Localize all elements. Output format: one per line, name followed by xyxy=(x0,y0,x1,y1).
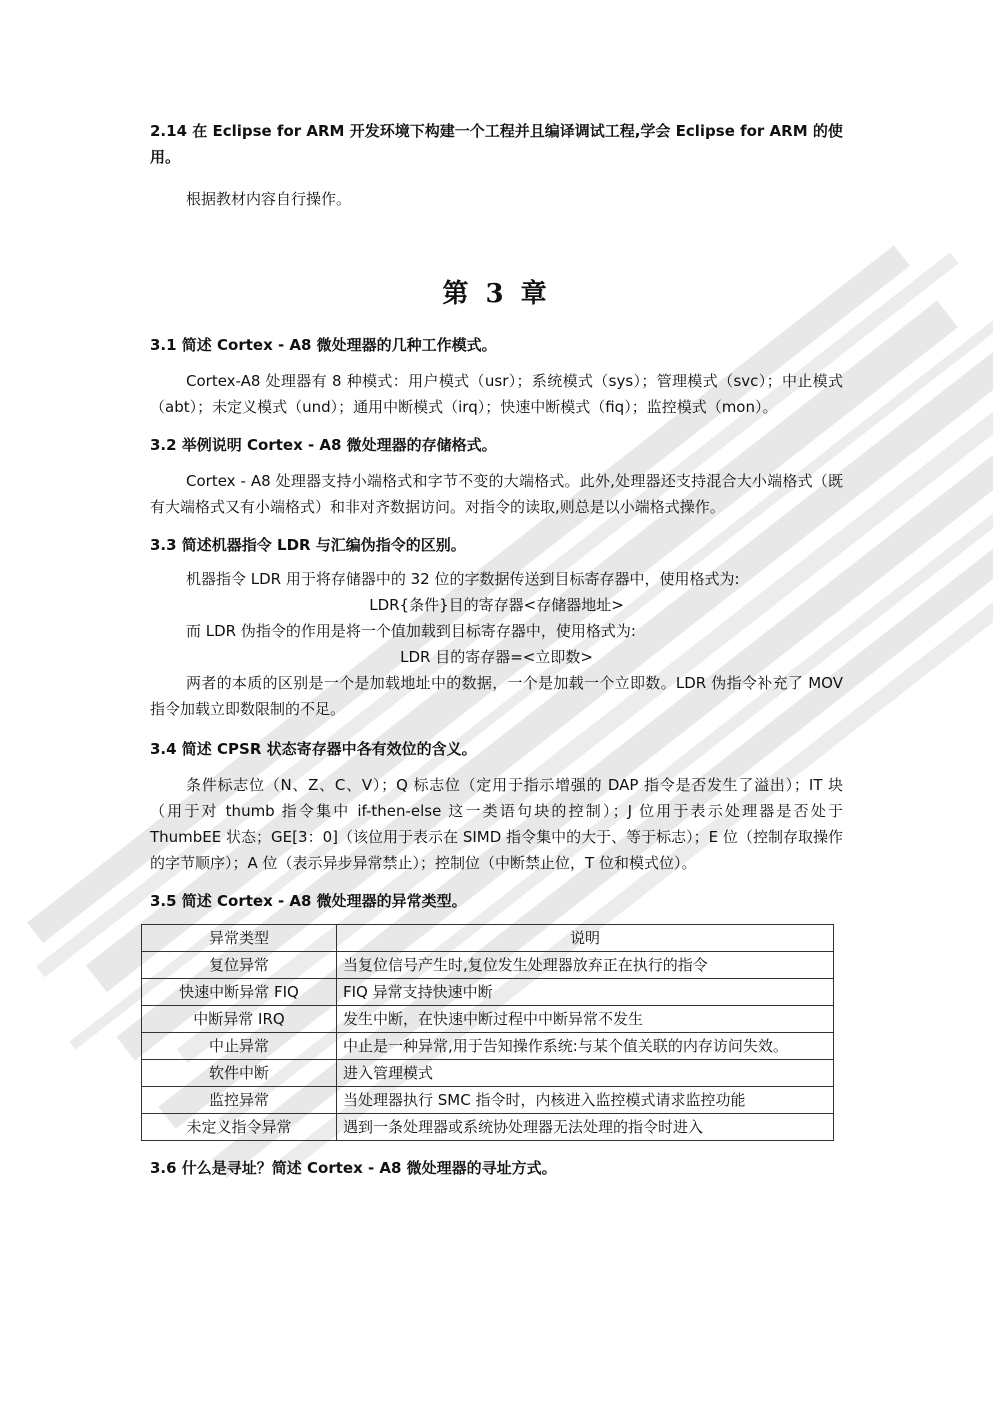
table-header-row xyxy=(142,925,834,952)
table-row xyxy=(142,1060,834,1087)
answer-3-4: 条件标志位（N、Z、C、V）；Q 标志位（定用于指示增强的 DAP 指令是否发生了溢出）；IT 块（用于对 thumb 指令集中 if-then-else 这一类语句块的控制）；J 位用于表示处理器是否处于 ThumbEE 状态；GE[3：0]（该位用于表示在 SIMD 指令集中的大于、等于标志）；E 位（控制存取操作的字节顺序）；A 位（表示异步异常禁止）；控制位（中断禁止位，T 位和模式位）。 xyxy=(150,776,843,872)
table-row xyxy=(142,979,834,1006)
question-3-6: 3.6 什么是寻址？简述 Cortex - A8 微处理器的寻址方式。 xyxy=(150,1159,557,1177)
answer-3-1: Cortex-A8 处理器有 8 种模式：用户模式（usr）；系统模式（sys）；管理模式（svc）；中止模式（abt）；未定义模式（und）；通用中断模式（irq）；快速中断模式（fiq）；监控模式（mon）。 xyxy=(150,372,843,416)
question-3-1: 3.1 简述 Cortex - A8 微处理器的几种工作模式。 xyxy=(150,336,497,354)
exception-type-cell: 快速中断异常 FIQ xyxy=(142,979,337,1006)
exception-type-cell: 中断异常 IRQ xyxy=(142,1006,337,1033)
table-row xyxy=(142,1033,834,1060)
question-3-3: 3.3 简述机器指令 LDR 与汇编伪指令的区别。 xyxy=(150,536,466,554)
exception-description-cell: 遇到一条处理器或系统协处理器无法处理的指令时进入 xyxy=(337,1114,834,1141)
exception-description-cell: 中止是一种异常,用于告知操作系统:与某个值关联的内存访问失效。 xyxy=(337,1033,834,1060)
question-2-14: 2.14 在 Eclipse for ARM 开发环境下构建一个工程并且编译调试工程,学会 Eclipse for ARM 的使用。 xyxy=(150,122,843,166)
ldr-pseudo-format: LDR 目的寄存器=<立即数> xyxy=(400,648,593,666)
page-content xyxy=(150,118,843,1181)
table-row xyxy=(142,1114,834,1141)
exception-types-table xyxy=(141,924,834,1141)
exception-description-cell: 进入管理模式 xyxy=(337,1060,834,1087)
ldr-machine-format: LDR{条件}目的寄存器<存储器地址> xyxy=(369,596,624,614)
table-header-description: 说明 xyxy=(337,925,834,952)
exception-type-cell: 复位异常 xyxy=(142,952,337,979)
answer-3-3-para-2: 而 LDR 伪指令的作用是将一个值加载到目标寄存器中，使用格式为: xyxy=(186,622,636,640)
answer-3-3-para-3: 两者的本质的区别是一个是加载地址中的数据，一个是加载一个立即数。LDR 伪指令补充了 MOV 指令加载立即数限制的不足。 xyxy=(150,674,843,718)
exception-type-cell: 软件中断 xyxy=(142,1060,337,1087)
table-row xyxy=(142,1087,834,1114)
question-3-4: 3.4 简述 CPSR 状态寄存器中各有效位的含义。 xyxy=(150,740,477,758)
chapter-title: 第 3 章 xyxy=(442,279,551,309)
table-row xyxy=(142,1006,834,1033)
answer-3-3-para-1: 机器指令 LDR 用于将存储器中的 32 位的字数据传送到目标寄存器中，使用格式为: xyxy=(186,570,740,588)
table-header-type: 异常类型 xyxy=(142,925,337,952)
exception-type-cell: 未定义指令异常 xyxy=(142,1114,337,1141)
exception-description-cell: FIQ 异常支持快速中断 xyxy=(337,979,834,1006)
exception-description-cell: 当复位信号产生时,复位发生处理器放弃正在执行的指令 xyxy=(337,952,834,979)
question-3-5: 3.5 简述 Cortex - A8 微处理器的异常类型。 xyxy=(150,892,467,910)
exception-description-cell: 发生中断，在快速中断过程中中断异常不发生 xyxy=(337,1006,834,1033)
answer-2-14: 根据教材内容自行操作。 xyxy=(186,190,352,208)
question-3-2: 3.2 举例说明 Cortex - A8 微处理器的存储格式。 xyxy=(150,436,497,454)
table-row xyxy=(142,952,834,979)
exception-type-cell: 监控异常 xyxy=(142,1087,337,1114)
answer-3-2: Cortex - A8 处理器支持小端格式和字节不变的大端格式。此外,处理器还支持混合大小端格式（既有大端格式又有小端格式）和非对齐数据访问。对指令的读取,则总是以小端格式操作。 xyxy=(150,472,843,516)
exception-type-cell: 中止异常 xyxy=(142,1033,337,1060)
exception-description-cell: 当处理器执行 SMC 指令时，内核进入监控模式请求监控功能 xyxy=(337,1087,834,1114)
